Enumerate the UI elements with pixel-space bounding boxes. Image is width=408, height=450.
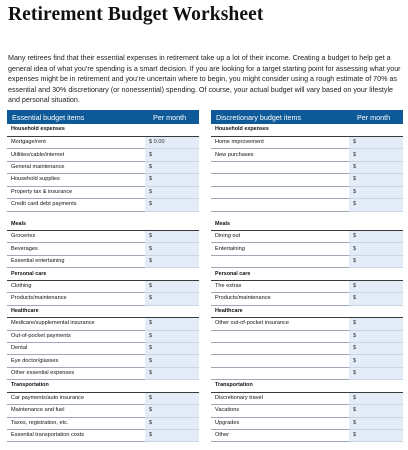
budget-item-label[interactable]: Essential entertaining [7, 255, 145, 267]
budget-item-label[interactable]: The extras [211, 280, 349, 292]
budget-item-label[interactable]: Entertaining [211, 243, 349, 255]
table-row [7, 367, 199, 379]
section-header-row [211, 305, 403, 317]
budget-item-label[interactable]: Other essential expenses [7, 367, 145, 379]
section-header-row [7, 268, 199, 280]
per-month-amount-field[interactable]: $ [145, 417, 199, 429]
section-header-row [7, 305, 199, 317]
section-header-row [7, 218, 199, 230]
per-month-amount-field[interactable]: $ [349, 136, 403, 148]
per-month-amount-field[interactable]: $ [145, 255, 199, 267]
table-header-row [211, 110, 403, 124]
section-blank-cell [145, 268, 199, 280]
per-month-amount-field[interactable]: $ [349, 330, 403, 342]
per-month-amount-field[interactable]: $ [145, 243, 199, 255]
intro-paragraph: Many retirees find that their essential expenses in retirement take up a lot of their income. Creating a budget to help get a general idea of what you’re spending is a smart decision. If you are looking for a target starting point for assessing what your expenses might be in retirement and you’re uncertain where to begin, you might consider using a rough estimate of 70% as essential and 30% discretionary (or nonessential) spending. Of course, your actual budget will vary based on your lifestyle and personal situation. [8, 54, 401, 105]
table-row [211, 392, 403, 404]
budget-item-label[interactable] [211, 330, 349, 342]
budget-item-label[interactable]: Utilities/cable/internet [7, 149, 145, 161]
table-row [7, 161, 199, 173]
per-month-amount-field[interactable]: $ [349, 405, 403, 417]
table-row [211, 355, 403, 367]
per-month-amount-field[interactable]: $ 0.00 [145, 136, 199, 148]
table-row [211, 417, 403, 429]
table-row [7, 199, 199, 211]
table-row [7, 342, 199, 354]
section-blank-cell [349, 305, 403, 317]
per-month-amount-field[interactable]: $ [145, 174, 199, 186]
table-row [7, 318, 199, 330]
budget-item-label[interactable]: Beverages [7, 243, 145, 255]
section-header-row [211, 124, 403, 136]
per-month-amount-field[interactable]: $ [145, 231, 199, 243]
section-blank-cell [349, 124, 403, 136]
table-row [211, 255, 403, 267]
budget-item-label[interactable]: Dining out [211, 231, 349, 243]
per-month-amount-field[interactable]: $ [349, 367, 403, 379]
per-month-amount-field[interactable]: $ [145, 405, 199, 417]
table-header-row [7, 110, 199, 124]
table-row [211, 280, 403, 292]
table-row [211, 136, 403, 148]
budget-item-label[interactable]: Dental [7, 342, 145, 354]
budget-item-label[interactable]: Essential transportation costs [7, 430, 145, 442]
table-row [7, 430, 199, 442]
budget-item-label[interactable]: Products/maintenance [7, 293, 145, 305]
budget-item-label[interactable]: Mortgage/rent [7, 136, 145, 148]
per-month-amount-field[interactable]: $ [145, 355, 199, 367]
section-header-row [211, 380, 403, 392]
budget-item-label[interactable]: Upgrades [211, 417, 349, 429]
per-month-amount-field[interactable]: $ [145, 149, 199, 161]
section-title: Transportation [7, 380, 145, 392]
per-month-amount-field[interactable]: $ [349, 342, 403, 354]
per-month-amount-field[interactable]: $ [349, 149, 403, 161]
table-row [211, 330, 403, 342]
budget-item-label[interactable] [211, 255, 349, 267]
section-title: Transportation [211, 380, 349, 392]
per-month-amount-field[interactable]: $ [349, 161, 403, 173]
per-month-amount-field[interactable]: $ [349, 293, 403, 305]
section-header-row [7, 380, 199, 392]
budget-item-label[interactable]: Other out-of-pocket insurance [211, 318, 349, 330]
section-blank-cell [145, 124, 199, 136]
section-title: Healthcare [211, 305, 349, 317]
page-title: Retirement Budget Worksheet [8, 4, 264, 25]
table-row [211, 342, 403, 354]
column-header-per-month: Per month [145, 110, 199, 124]
table-row [211, 405, 403, 417]
per-month-amount-field[interactable]: $ [349, 318, 403, 330]
budget-item-label[interactable]: Property tax & insurance [7, 186, 145, 198]
spacer-cell [7, 211, 199, 218]
section-title: Meals [211, 218, 349, 230]
section-header-row [211, 268, 403, 280]
table-row [211, 318, 403, 330]
budget-item-label[interactable]: General maintenance [7, 161, 145, 173]
table-row [7, 330, 199, 342]
table-row [211, 199, 403, 211]
spacer-cell [211, 211, 403, 218]
table-row [7, 293, 199, 305]
table-row [211, 367, 403, 379]
budget-item-label[interactable]: Taxes, registration, etc. [7, 417, 145, 429]
column-header-items: Discretionary budget items [211, 110, 349, 124]
section-title: Personal care [211, 268, 349, 280]
per-month-amount-field[interactable]: $ [145, 367, 199, 379]
per-month-amount-field[interactable]: $ [145, 330, 199, 342]
table-row [7, 405, 199, 417]
budget-item-label[interactable] [211, 161, 349, 173]
section-header-row [7, 124, 199, 136]
section-blank-cell [145, 380, 199, 392]
per-month-amount-field[interactable]: $ [145, 318, 199, 330]
budget-item-label[interactable]: Groceries [7, 231, 145, 243]
spacer-row [211, 211, 403, 218]
section-title: Healthcare [7, 305, 145, 317]
budget-item-label[interactable]: Products/maintenance [211, 293, 349, 305]
budget-item-label[interactable]: Household supplies [7, 174, 145, 186]
budget-item-label[interactable]: Car payments/auto insurance [7, 392, 145, 404]
section-blank-cell [349, 218, 403, 230]
per-month-amount-field[interactable]: $ [145, 186, 199, 198]
table-row [7, 355, 199, 367]
per-month-amount-field[interactable]: $ [349, 430, 403, 442]
essential-budget-table [7, 110, 199, 442]
table-row [211, 149, 403, 161]
table-row [211, 186, 403, 198]
table-row [7, 149, 199, 161]
section-blank-cell [145, 218, 199, 230]
table-row [211, 243, 403, 255]
budget-item-label[interactable] [211, 174, 349, 186]
per-month-amount-field[interactable]: $ [349, 417, 403, 429]
table-row [7, 186, 199, 198]
section-blank-cell [145, 305, 199, 317]
per-month-amount-field[interactable]: $ [145, 161, 199, 173]
table-row [211, 293, 403, 305]
per-month-amount-field[interactable]: $ [349, 243, 403, 255]
section-blank-cell [349, 268, 403, 280]
budget-item-label[interactable]: Other [211, 430, 349, 442]
section-title: Household expenses [7, 124, 145, 136]
column-header-per-month: Per month [349, 110, 403, 124]
section-header-row [211, 218, 403, 230]
budget-item-label[interactable]: Credit card debt payments [7, 199, 145, 211]
per-month-amount-field[interactable]: $ [349, 355, 403, 367]
table-row [211, 430, 403, 442]
table-row [7, 392, 199, 404]
per-month-amount-field[interactable]: $ [145, 199, 199, 211]
section-title: Household expenses [211, 124, 349, 136]
per-month-amount-field[interactable]: $ [349, 186, 403, 198]
per-month-amount-field[interactable]: $ [349, 174, 403, 186]
budget-item-label[interactable]: Clothing [7, 280, 145, 292]
per-month-amount-field[interactable]: $ [145, 342, 199, 354]
budget-item-label[interactable] [211, 342, 349, 354]
budget-item-label[interactable]: Discretionary travel [211, 392, 349, 404]
table-row [211, 231, 403, 243]
per-month-amount-field[interactable]: $ [349, 392, 403, 404]
per-month-amount-field[interactable]: $ [349, 280, 403, 292]
budget-item-label[interactable]: Medicare/supplemental insurance [7, 318, 145, 330]
section-blank-cell [349, 380, 403, 392]
table-row [7, 174, 199, 186]
budget-item-label[interactable] [211, 355, 349, 367]
budget-item-label[interactable] [211, 367, 349, 379]
table-row [7, 255, 199, 267]
budget-item-label[interactable]: Home improvement [211, 136, 349, 148]
budget-item-label[interactable]: New purchases [211, 149, 349, 161]
section-title: Personal care [7, 268, 145, 280]
spacer-row [7, 211, 199, 218]
per-month-amount-field[interactable]: $ [145, 293, 199, 305]
budget-item-label[interactable]: Eye doctor/glasses [7, 355, 145, 367]
per-month-amount-field[interactable]: $ [349, 231, 403, 243]
table-row [211, 161, 403, 173]
budget-item-label[interactable]: Maintenance and fuel [7, 405, 145, 417]
table-row [7, 417, 199, 429]
table-row [7, 243, 199, 255]
discretionary-budget-table [211, 110, 403, 442]
budget-item-label[interactable] [211, 199, 349, 211]
per-month-amount-field[interactable]: $ [145, 280, 199, 292]
table-row [7, 136, 199, 148]
table-row [7, 280, 199, 292]
per-month-amount-field[interactable]: $ [145, 430, 199, 442]
per-month-amount-field[interactable]: $ [349, 255, 403, 267]
per-month-amount-field[interactable]: $ [349, 199, 403, 211]
per-month-amount-field[interactable]: $ [145, 392, 199, 404]
section-title: Meals [7, 218, 145, 230]
column-header-items: Essential budget items [7, 110, 145, 124]
table-row [211, 174, 403, 186]
budget-item-label[interactable]: Vacations [211, 405, 349, 417]
table-row [7, 231, 199, 243]
budget-item-label[interactable] [211, 186, 349, 198]
budget-item-label[interactable]: Out-of-pocket payments [7, 330, 145, 342]
